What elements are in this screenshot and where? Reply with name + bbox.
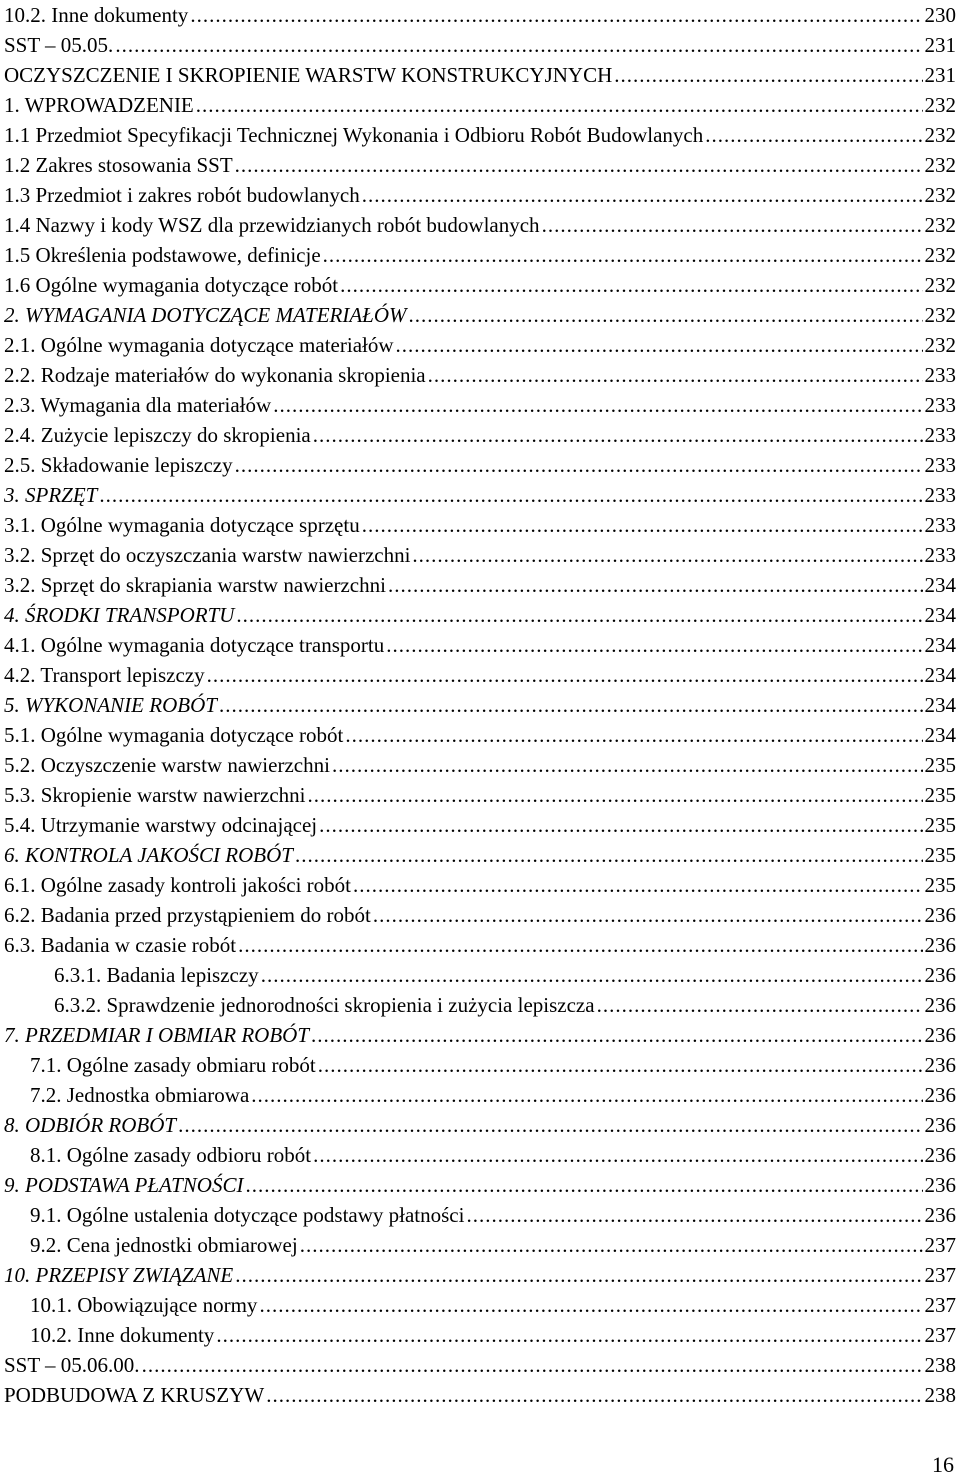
toc-entry-title: 9.1. Ogólne ustalenia dotyczące podstawy płatności	[30, 1203, 465, 1227]
toc-entry[interactable]	[4, 1050, 956, 1080]
toc-entry[interactable]	[4, 510, 956, 540]
toc-entry-title: 6.3. Badania w czasie robót	[4, 933, 237, 957]
toc-dot-leader	[178, 1110, 922, 1140]
toc-entry-page: 237	[924, 1263, 956, 1287]
toc-entry-title: 6.3.1. Badania lepiszczy	[54, 963, 259, 987]
toc-entry[interactable]	[4, 720, 956, 750]
toc-entry-title: 3.2. Sprzęt do skrapiania warstw nawierzchni	[4, 573, 386, 597]
toc-dot-leader	[313, 420, 923, 450]
toc-entry[interactable]	[4, 1110, 956, 1140]
toc-entry-page: 237	[924, 1323, 956, 1347]
toc-dot-leader	[412, 540, 922, 570]
toc-entry[interactable]	[4, 900, 956, 930]
toc-entry[interactable]	[4, 90, 956, 120]
toc-entry-page: 235	[924, 753, 956, 777]
toc-entry-title: 9.2. Cena jednostki obmiarowej	[30, 1233, 298, 1257]
toc-entry-page: 236	[924, 1023, 956, 1047]
toc-entry-page: 236	[924, 993, 956, 1017]
toc-entry-page: 233	[924, 543, 956, 567]
toc-entry-title: 3. SPRZĘT	[4, 483, 98, 507]
toc-entry-page: 232	[924, 273, 956, 297]
toc-entry-title: 3.1. Ogólne wymagania dotyczące sprzętu	[4, 513, 360, 537]
toc-entry-page: 232	[924, 153, 956, 177]
toc-entry-title: 6.2. Badania przed przystąpieniem do robót	[4, 903, 371, 927]
toc-entry-page: 232	[924, 183, 956, 207]
toc-entry-title: 1.4 Nazwy i kody WSZ dla przewidzianych robót budowlanych	[4, 213, 540, 237]
toc-entry-title: 4. ŚRODKI TRANSPORTU	[4, 603, 235, 627]
toc-dot-leader	[142, 1350, 923, 1380]
toc-entry-title: 1.2 Zakres stosowania SST	[4, 153, 233, 177]
toc-dot-leader	[295, 840, 923, 870]
toc-entry-title: 8. ODBIÓR ROBÓT	[4, 1113, 177, 1137]
toc-entry-page: 236	[924, 1083, 956, 1107]
toc-entry-title: 2.2. Rodzaje materiałów do wykonania skropienia	[4, 363, 426, 387]
toc-entry-page: 232	[924, 333, 956, 357]
toc-entry-title: 2.3. Wymagania dla materiałów	[4, 393, 272, 417]
toc-entry[interactable]	[4, 840, 956, 870]
toc-entry-page: 233	[924, 423, 956, 447]
toc-dot-leader	[311, 1020, 922, 1050]
toc-dot-leader	[235, 150, 923, 180]
toc-entry[interactable]	[4, 30, 956, 60]
toc-entry[interactable]	[4, 1080, 956, 1110]
toc-entry-title: 6.3.2. Sprawdzenie jednorodności skropienia i zużycia lepiszcza	[54, 993, 595, 1017]
toc-entry-page: 234	[924, 663, 956, 687]
toc-entry[interactable]	[4, 540, 956, 570]
toc-entry[interactable]	[4, 600, 956, 630]
toc-entry-page: 232	[924, 303, 956, 327]
toc-dot-leader	[353, 870, 922, 900]
toc-dot-leader	[190, 0, 922, 30]
toc-entry-page: 233	[924, 513, 956, 537]
toc-entry[interactable]	[4, 630, 956, 660]
toc-dot-leader	[705, 120, 922, 150]
toc-entry-title: 5.4. Utrzymanie warstwy odcinającej	[4, 813, 318, 837]
toc-entry-title: 3.2. Sprzęt do oczyszczania warstw nawierzchni	[4, 543, 411, 567]
toc-entry[interactable]	[4, 990, 956, 1020]
toc-dot-leader	[466, 1200, 922, 1230]
toc-entry-page: 233	[924, 363, 956, 387]
toc-entry[interactable]	[4, 1380, 956, 1410]
toc-entry[interactable]	[4, 1290, 956, 1320]
toc-entry[interactable]	[4, 60, 956, 90]
toc-entry-page: 238	[924, 1383, 956, 1407]
toc-entry[interactable]	[4, 1260, 956, 1290]
toc-dot-leader	[313, 1140, 922, 1170]
toc-entry[interactable]	[4, 0, 956, 30]
toc-entry[interactable]	[4, 150, 956, 180]
toc-entry-title: 2.4. Zużycie lepiszczy do skropienia	[4, 423, 311, 447]
toc-dot-leader	[99, 480, 922, 510]
toc-dot-leader	[345, 720, 922, 750]
toc-dot-leader	[259, 1290, 922, 1320]
toc-entry-page: 233	[924, 453, 956, 477]
toc-entry[interactable]	[4, 570, 956, 600]
toc-dot-leader	[261, 960, 923, 990]
toc-entry-page: 235	[924, 843, 956, 867]
toc-entry-title: 1.5 Określenia podstawowe, definicje	[4, 243, 321, 267]
toc-dot-leader	[340, 270, 922, 300]
toc-entry-page: 234	[924, 573, 956, 597]
toc-entry-page: 236	[924, 933, 956, 957]
toc-entry-title: 10.2. Inne dokumenty	[4, 3, 189, 27]
toc-entry[interactable]	[4, 780, 956, 810]
toc-entry-page: 235	[924, 783, 956, 807]
toc-entry-page: 233	[924, 483, 956, 507]
toc-entry-title: 6.1. Ogólne zasady kontroli jakości robót	[4, 873, 352, 897]
toc-entry[interactable]	[4, 330, 956, 360]
toc-dot-leader	[428, 360, 923, 390]
toc-dot-leader	[207, 660, 923, 690]
toc-dot-leader	[308, 780, 923, 810]
toc-dot-leader	[597, 990, 923, 1020]
toc-entry[interactable]	[4, 270, 956, 300]
toc-entry[interactable]	[4, 1230, 956, 1260]
toc-entry[interactable]	[4, 210, 956, 240]
toc-entry-title: 4.1. Ogólne wymagania dotyczące transportu	[4, 633, 385, 657]
toc-entry-page: 231	[924, 63, 956, 87]
toc-entry-page: 233	[924, 393, 956, 417]
toc-entry-page: 236	[924, 1173, 956, 1197]
toc-entry[interactable]	[4, 240, 956, 270]
toc-dot-leader	[266, 1380, 922, 1410]
toc-dot-leader	[323, 240, 923, 270]
toc-entry[interactable]	[4, 360, 956, 390]
toc-entry[interactable]	[4, 120, 956, 150]
toc-entry[interactable]	[4, 1200, 956, 1230]
toc-entry-title: 6. KONTROLA JAKOŚCI ROBÓT	[4, 843, 293, 867]
toc-entry[interactable]	[4, 450, 956, 480]
toc-dot-leader	[319, 810, 922, 840]
toc-entry-page: 236	[924, 963, 956, 987]
toc-dot-leader	[235, 1260, 922, 1290]
toc-entry-title: 10.1. Obowiązujące normy	[30, 1293, 258, 1317]
toc-dot-leader	[235, 450, 923, 480]
toc-entry-title: 10.2. Inne dokumenty	[30, 1323, 215, 1347]
toc-entry[interactable]	[4, 1140, 956, 1170]
toc-entry-page: 236	[924, 1143, 956, 1167]
toc-dot-leader	[318, 1050, 923, 1080]
toc-entry-page: 232	[924, 123, 956, 147]
toc-entry[interactable]	[4, 930, 956, 960]
toc-dot-leader	[388, 570, 923, 600]
toc-entry[interactable]	[4, 1350, 956, 1380]
toc-dot-leader	[115, 30, 922, 60]
toc-entry-page: 234	[924, 633, 956, 657]
toc-dot-leader	[219, 690, 923, 720]
toc-entry[interactable]	[4, 1320, 956, 1350]
table-of-contents	[4, 0, 956, 1410]
toc-entry-title: 5.1. Ogólne wymagania dotyczące robót	[4, 723, 344, 747]
toc-entry-page: 232	[924, 243, 956, 267]
toc-dot-leader	[542, 210, 923, 240]
toc-dot-leader	[362, 510, 923, 540]
toc-entry-title: 2.1. Ogólne wymagania dotyczące materiałów	[4, 333, 394, 357]
page-number: 16	[932, 1452, 954, 1477]
toc-entry-page: 234	[924, 603, 956, 627]
toc-dot-leader	[386, 630, 922, 660]
toc-entry-title: 8.1. Ogólne zasady odbioru robót	[30, 1143, 312, 1167]
toc-entry-title: 5. WYKONANIE ROBÓT	[4, 693, 217, 717]
toc-dot-leader	[373, 900, 923, 930]
toc-entry-title: 10. PRZEPISY ZWIĄZANE	[4, 1263, 234, 1287]
toc-dot-leader	[236, 600, 922, 630]
toc-entry-page: 238	[924, 1353, 956, 1377]
toc-entry-title: 1.1 Przedmiot Specyfikacji Technicznej Wykonania i Odbioru Robót Budowlanych	[4, 123, 704, 147]
toc-entry-title: 7. PRZEDMIAR I OBMIAR ROBÓT	[4, 1023, 310, 1047]
toc-entry[interactable]	[4, 420, 956, 450]
toc-entry-title: 1. WPROWADZENIE	[4, 93, 194, 117]
toc-dot-leader	[238, 930, 922, 960]
toc-entry[interactable]	[4, 180, 956, 210]
toc-entry-title: 1.6 Ogólne wymagania dotyczące robót	[4, 273, 339, 297]
toc-dot-leader	[273, 390, 922, 420]
toc-dot-leader	[332, 750, 923, 780]
toc-entry-title: 2. WYMAGANIA DOTYCZĄCE MATERIAŁÓW	[4, 303, 407, 327]
toc-entry-page: 236	[924, 903, 956, 927]
toc-entry-title: 7.1. Ogólne zasady obmiaru robót	[30, 1053, 316, 1077]
toc-entry-title: 4.2. Transport lepiszczy	[4, 663, 205, 687]
toc-entry-page: 237	[924, 1233, 956, 1257]
toc-entry[interactable]	[4, 660, 956, 690]
toc-dot-leader	[409, 300, 923, 330]
toc-entry[interactable]	[4, 390, 956, 420]
toc-entry-page: 235	[924, 813, 956, 837]
toc-entry-title: 2.5. Składowanie lepiszczy	[4, 453, 233, 477]
toc-entry-title: 5.2. Oczyszczenie warstw nawierzchni	[4, 753, 330, 777]
toc-dot-leader	[362, 180, 923, 210]
toc-entry-title: 7.2. Jednostka obmiarowa	[30, 1083, 250, 1107]
toc-dot-leader	[196, 90, 923, 120]
toc-entry-title: SST – 05.06.00.	[4, 1353, 140, 1377]
toc-entry-page: 236	[924, 1053, 956, 1077]
toc-entry-title: 5.3. Skropienie warstw nawierzchni	[4, 783, 306, 807]
toc-entry-title: 1.3 Przedmiot i zakres robót budowlanych	[4, 183, 360, 207]
toc-entry[interactable]	[4, 870, 956, 900]
toc-entry-page: 236	[924, 1113, 956, 1137]
toc-entry-title: SST – 05.05.	[4, 33, 114, 57]
toc-entry[interactable]	[4, 690, 956, 720]
toc-entry-title: 9. PODSTAWA PŁATNOŚCI	[4, 1173, 244, 1197]
toc-entry[interactable]	[4, 1170, 956, 1200]
toc-entry[interactable]	[4, 480, 956, 510]
toc-dot-leader	[216, 1320, 922, 1350]
toc-entry-page: 235	[924, 873, 956, 897]
toc-entry-title: OCZYSZCZENIE I SKROPIENIE WARSTW KONSTRUKCYJNYCH	[4, 63, 613, 87]
toc-entry-page: 237	[924, 1293, 956, 1317]
toc-dot-leader	[614, 60, 922, 90]
toc-entry-page: 232	[924, 213, 956, 237]
toc-entry-page: 234	[924, 693, 956, 717]
toc-dot-leader	[300, 1230, 923, 1260]
toc-dot-leader	[251, 1080, 922, 1110]
toc-dot-leader	[245, 1170, 922, 1200]
toc-dot-leader	[396, 330, 923, 360]
toc-entry[interactable]	[4, 750, 956, 780]
toc-entry-page: 230	[924, 3, 956, 27]
toc-entry[interactable]	[4, 810, 956, 840]
toc-entry-page: 232	[924, 93, 956, 117]
toc-entry-page: 236	[924, 1203, 956, 1227]
toc-entry-page: 231	[924, 33, 956, 57]
toc-entry[interactable]	[4, 960, 956, 990]
toc-entry[interactable]	[4, 1020, 956, 1050]
toc-entry[interactable]	[4, 300, 956, 330]
toc-entry-title: PODBUDOWA Z KRUSZYW	[4, 1383, 265, 1407]
toc-entry-page: 234	[924, 723, 956, 747]
